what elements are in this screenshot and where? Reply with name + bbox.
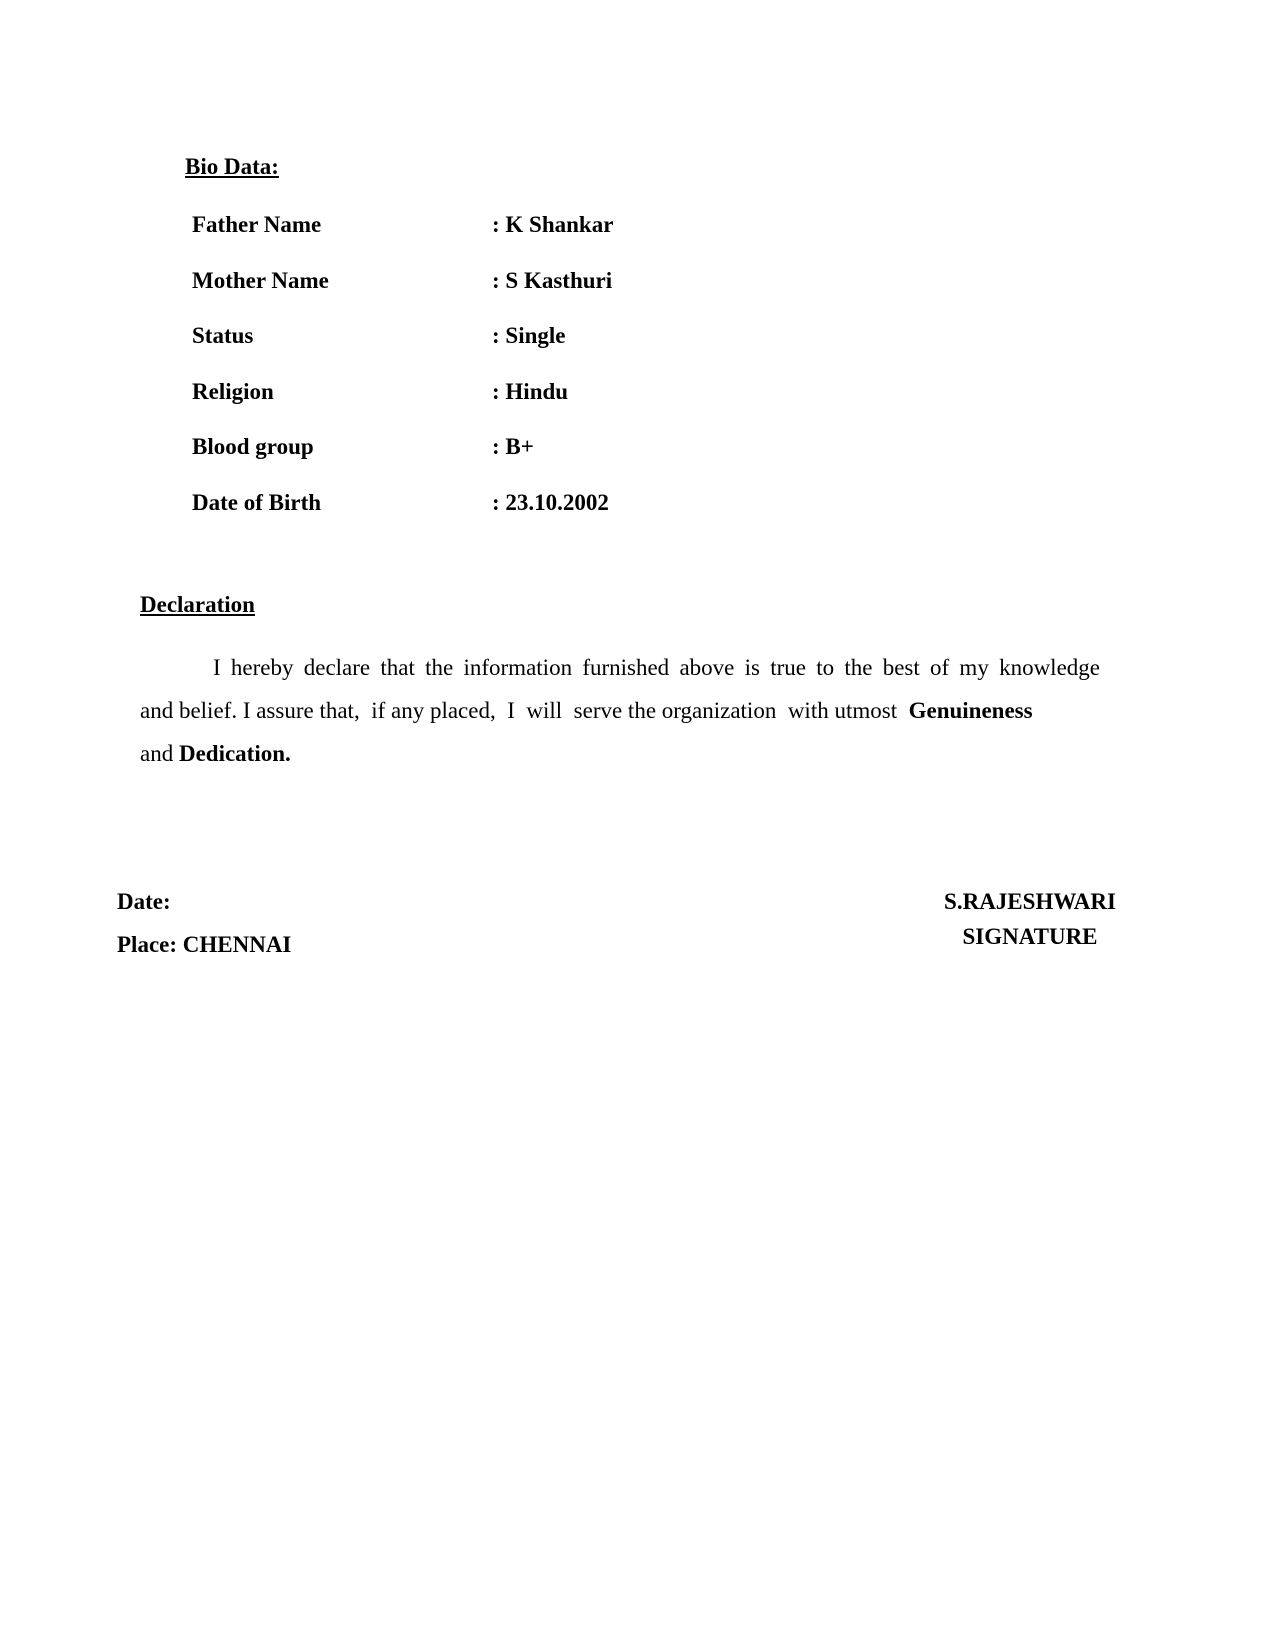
bio-label: Religion: [192, 378, 274, 404]
signatory-name: S.RAJESHWARI: [944, 889, 1116, 914]
declaration-text-run: and belief. I assure that, if any placed, I will serve the organization with utmost: [140, 698, 909, 723]
bio-label: Blood group: [192, 434, 314, 459]
bio-data-heading: Bio Data:: [185, 154, 279, 179]
declaration-line: [140, 689, 1100, 732]
declaration-text-run: and: [140, 741, 179, 766]
declaration-text: [140, 646, 1100, 775]
declaration-bold-text: Genuineness: [908, 698, 1033, 723]
declaration-bold-text: Dedication.: [178, 741, 291, 766]
declaration-line: [140, 732, 1100, 775]
bio-value: : B+: [492, 434, 534, 459]
declaration-line: I hereby declare that the information furnished above is true to the best of my knowledge: [213, 655, 1100, 680]
bio-label: Mother Name: [192, 267, 329, 293]
signature-block: [905, 888, 1155, 958]
signature-label: SIGNATURE: [962, 924, 1098, 949]
bio-label: Status: [192, 323, 254, 348]
date-place-block: [117, 888, 291, 974]
bio-label: Date of Birth: [192, 489, 322, 515]
declaration-heading: Declaration: [140, 592, 255, 617]
bio-value: : K Shankar: [492, 212, 614, 237]
bio-label: Father Name: [192, 212, 322, 237]
bio-value: : Hindu: [492, 378, 569, 404]
place-label: Place: CHENNAI: [117, 932, 292, 957]
date-label: Date:: [117, 889, 171, 914]
bio-value: : S Kasthuri: [492, 267, 613, 293]
bio-value: : 23.10.2002: [492, 489, 609, 515]
bio-value: : Single: [492, 323, 566, 348]
